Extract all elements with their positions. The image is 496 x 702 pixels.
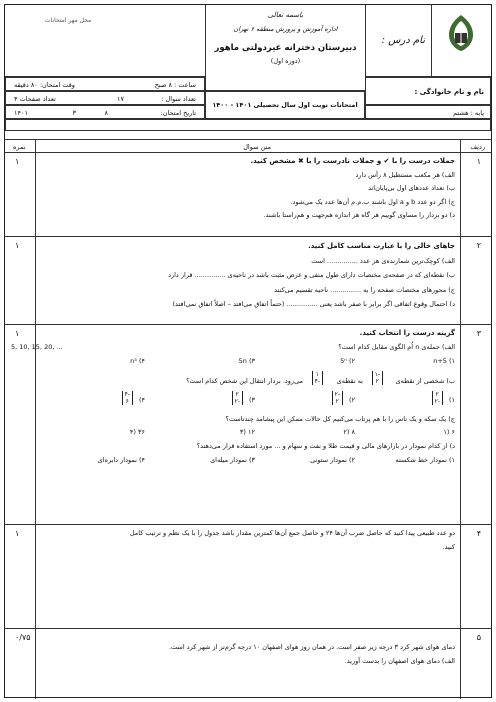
question-row — [5, 237, 491, 325]
question-number: ۱ — [476, 157, 481, 166]
seal-box — [5, 5, 205, 77]
question-title: گزینه درست را انتخاب کنید. — [359, 329, 455, 337]
question-body — [41, 239, 455, 312]
question-line: الف) هر مکعب مستطیل ۸ رأس دارد — [355, 170, 455, 179]
option[interactable]: ۶ (۱ — [443, 428, 455, 436]
question-part-b — [41, 371, 455, 391]
grade-cell — [365, 105, 491, 119]
col-text-header: متن سوال — [243, 143, 271, 151]
question-body — [41, 527, 455, 554]
option[interactable]: ۴) نمودار دایره‌ای — [97, 455, 145, 464]
option[interactable]: 5ⁿ (۲ — [340, 356, 355, 365]
question-score: ۰/۷۵ — [15, 633, 31, 642]
question-count-label: تعداد سوال : — [161, 95, 196, 103]
exam-title-cell — [205, 91, 365, 119]
question-row — [5, 325, 491, 525]
question-line: دو عدد طبیعی پیدا کنید که حاصل ضرب آن‌ها ۲۴ و حاصل جمع آن‌ها کمترین مقدار باشد جدول را با یک نظم و ترتیب کامل — [129, 529, 455, 537]
point-end-vector: ۱ -۴ — [312, 371, 323, 385]
question-row — [5, 525, 491, 629]
question-row — [5, 153, 491, 237]
student-name-cell[interactable] — [365, 77, 491, 105]
part-b-options: ۱) ۲ -۲ ۲) -۲ ۲ ۳) ۲ -۲ ۴) -۴ ۶ — [41, 391, 455, 413]
part-d-options — [41, 454, 455, 468]
question-line: د) دو بردار را مساوی گوییم هر گاه هر اندازه هم‌جهت و هم‌راستا باشند. — [263, 211, 455, 219]
grade-label: پایه : هشتم — [453, 109, 484, 117]
question-number: ۳ — [476, 329, 481, 338]
question-count-value: ۱۷ — [117, 95, 124, 103]
question-line: ج) اگر دو عدد b و a اول باشند ب.م.م آن‌ها عدد یک می‌شود. — [290, 197, 455, 206]
option-vector[interactable]: -۴ ۶ — [122, 391, 133, 405]
exam-date-year: ۱۴۰۱ — [14, 109, 28, 117]
time-row — [5, 77, 205, 91]
exam-time: ساعت : ۸ صبح — [154, 81, 196, 89]
table-header — [5, 139, 491, 153]
option[interactable]: ۳) نمودار میله‌ای — [210, 455, 255, 464]
option[interactable]: n+5 (۱ — [433, 356, 455, 365]
logo-box — [431, 5, 491, 77]
question-body — [11, 327, 455, 468]
part-a-sequence: 5, 10, 15, 20, ... — [11, 342, 63, 351]
page-count: تعداد صفحات ۴ — [14, 95, 56, 103]
question-line: الف) کوچک‌ترین شمارنده‌ی هر عدد ............... است — [311, 256, 455, 265]
option[interactable]: 5n (۳ — [238, 356, 255, 365]
question-part-a — [11, 341, 455, 355]
bismillah: باسمه تعالی — [267, 11, 304, 19]
exam-title: امتحانات نوبت اول سال تحصیلی ۱۴۰۱ - ۱۴۰۰ — [212, 101, 358, 109]
part-a-options — [41, 355, 455, 371]
question-body — [41, 641, 455, 668]
exam-date-day: ۸ — [104, 109, 108, 117]
school-title-box — [205, 5, 365, 91]
exam-date-label: تاریخ امتحان: — [160, 109, 196, 117]
question-line: د) احتمال وقوع اتفاقی اگر برابر با صفر باشد یعنی ............... (حتماً اتفاق می‌افتد – اصلاً اتفاق نمی‌افتد) — [172, 300, 455, 308]
date-row — [5, 105, 205, 119]
count-row — [5, 91, 205, 105]
question-number: ۲ — [476, 241, 481, 250]
header-bottom-strip — [5, 119, 491, 131]
point-start-vector: -۱ ۲ — [372, 371, 383, 385]
option[interactable]: ۸ (۲ — [343, 428, 355, 436]
part-a-text: الف) جمله‌ی n اُم الگوی مقابل کدام است؟ — [338, 342, 455, 351]
education-office: اداره آموزش و پرورش منطقه ۶ تهران — [233, 25, 338, 33]
exam-date-month: ۳ — [72, 109, 76, 117]
part-b-text: ب) شخصی از نقطه‌ی — [395, 376, 455, 385]
option-vector[interactable]: ۲ -۲ — [232, 391, 243, 405]
part-b-text-2: به نقطه‌ی — [336, 376, 363, 385]
question-line: ب) تعداد عددهای اول بی‌پایان‌اند — [368, 184, 455, 192]
question-line: ب) نقطه‌ای که در صفحه‌ی مختصات دارای طول منفی و عرض مثبت باشد در ناحیه‌ی ............... قرار دارد — [168, 271, 455, 279]
question-line: کنید. — [442, 542, 455, 551]
option[interactable]: ۱۲ (۳ — [239, 428, 255, 436]
option[interactable]: ۱) نمودار خط شکسته — [395, 455, 455, 464]
question-line: الف) دمای هوای اصفهان را بدست آورید. — [344, 656, 455, 665]
option[interactable]: n⁵ (۴ — [130, 356, 145, 365]
question-score: ۱ — [15, 329, 20, 338]
col-row-header: ردیف — [470, 143, 485, 151]
col-score-header: نمره — [13, 143, 26, 151]
student-name-label: نام و نام خانوادگی : — [414, 88, 484, 96]
question-number: ۵ — [476, 633, 481, 642]
part-c-text: ج) یک سکه و یک تاس را با هم پرتاب می‌کنیم کل حالات ممکن این پیشامد چندتاست؟ — [225, 414, 455, 423]
exam-page — [4, 4, 492, 698]
question-title: جاهای خالی را با عبارت مناسب کامل کنید. — [308, 242, 455, 250]
option[interactable]: ۳۶ (۴ — [129, 428, 145, 436]
question-body — [41, 155, 455, 223]
seal-label: محل مهر امتحانات — [45, 17, 92, 24]
option-vector[interactable]: ۲ -۲ — [432, 391, 443, 405]
option[interactable]: ۲) نمودار ستونی — [310, 455, 355, 464]
part-c-options — [41, 426, 455, 440]
question-row — [5, 629, 491, 699]
school-name: دبیرستان دخترانه غیردولتی ماهور — [214, 43, 357, 53]
option-vector[interactable]: -۲ ۲ — [332, 391, 343, 405]
question-line: دمای هوای شهر کرد ۳ درجه زیر صفر است. در همان روز هوای اصفهان ۱۰ درجه گرم‌تر از شهر کرد است. — [168, 643, 455, 651]
question-score: ۱ — [15, 529, 20, 538]
subject-label: نام درس : — [381, 35, 425, 46]
question-title: جملات درست را با ✔ و جملات نادرست را با ✖ مشخص کنید. — [250, 157, 455, 165]
exam-header — [5, 5, 491, 131]
question-number: ۴ — [476, 529, 481, 538]
school-period: (دوره اول) — [270, 57, 301, 65]
question-score: ۱ — [15, 157, 20, 166]
question-score: ۱ — [15, 241, 20, 250]
part-d-text: د) از کدام نمودار در بازارهای مالی و قیمت طلا و نفت و سهام و ... مورد استفاده قرار می‌دهند؟ — [196, 442, 455, 450]
school-logo-icon — [445, 13, 477, 53]
subject-box — [365, 5, 431, 77]
question-line: ج) محورهای مختصات صفحه را به ............... ناحیه تقسیم می‌کنند — [274, 285, 455, 294]
part-b-text-3: می‌رود. بردار انتقال این شخص کدام است؟ — [186, 376, 303, 385]
exam-duration: وقت امتحان: ۸۰ دقیقه — [14, 81, 75, 89]
